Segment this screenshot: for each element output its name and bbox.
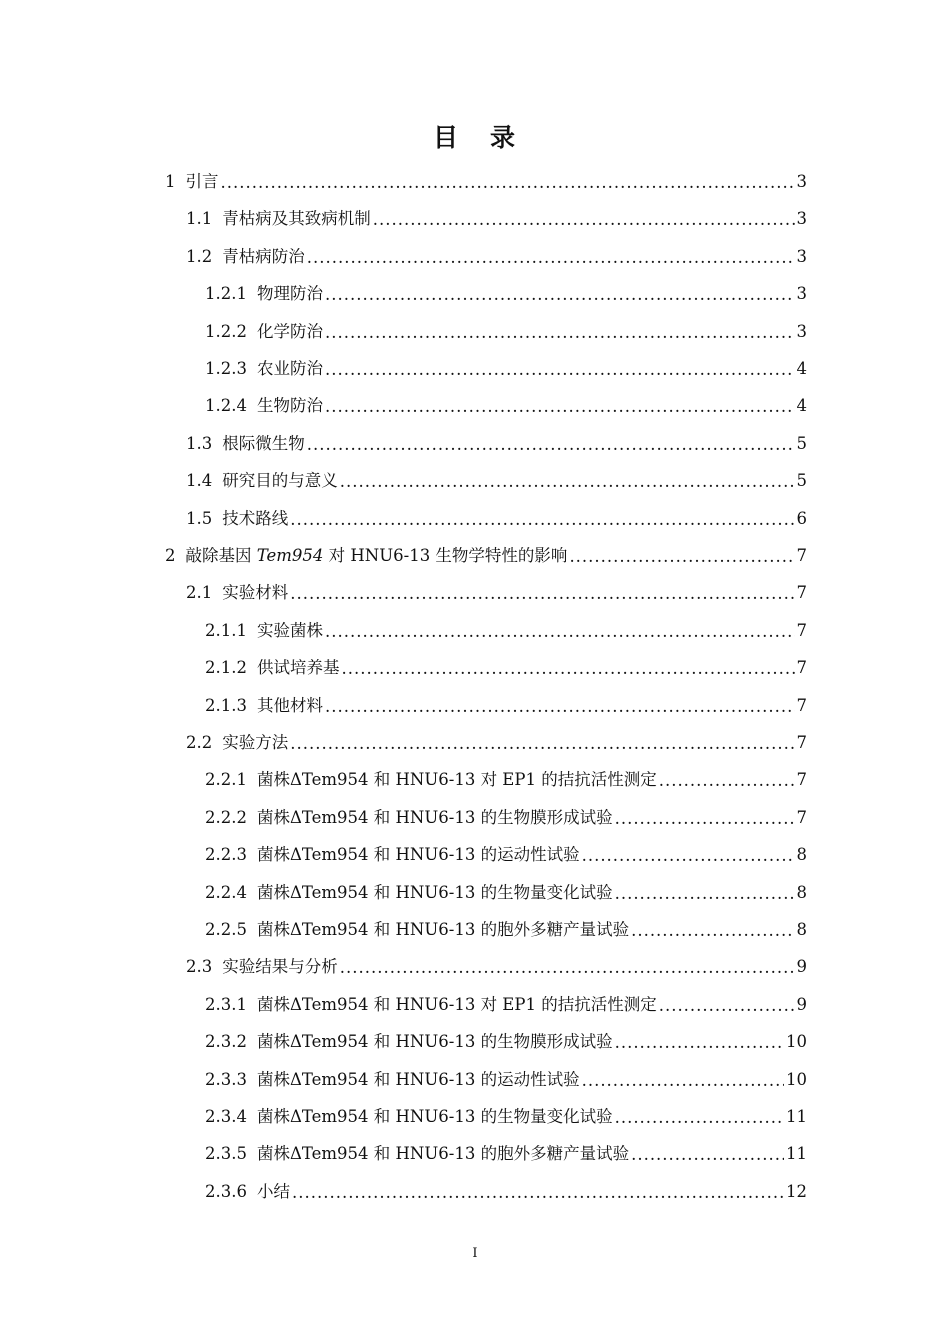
toc-entry[interactable] <box>186 239 807 275</box>
toc-entry-page: 8 <box>796 845 807 865</box>
toc-entry[interactable] <box>205 314 807 350</box>
page-number-footer: I <box>472 1246 478 1261</box>
toc-entry-number: 2.1.2 <box>205 658 247 678</box>
toc-entry-number: 1.2.3 <box>205 359 247 378</box>
toc-dot-leader <box>307 248 795 268</box>
toc-dot-leader <box>659 771 795 791</box>
toc-entry[interactable] <box>205 875 807 911</box>
toc-entry-number: 2.3.6 <box>205 1181 247 1201</box>
toc-dot-leader <box>325 622 795 642</box>
toc-dot-leader <box>292 1183 784 1203</box>
toc-entry-page: 5 <box>796 471 807 491</box>
toc-dot-leader <box>325 285 795 305</box>
toc-entry-page: 7 <box>796 546 807 565</box>
toc-entry[interactable] <box>205 351 807 387</box>
toc-entry[interactable] <box>205 613 807 649</box>
toc-entry-page: 3 <box>796 172 807 191</box>
toc-entry-title: 青枯病及其致病机制 <box>222 209 371 229</box>
toc-dot-leader <box>615 884 795 904</box>
page-title-char-1: 目 <box>432 123 460 152</box>
toc-entry-title: 菌株ΔTem954 和 HNU6-13 的运动性试验 <box>256 1069 580 1089</box>
toc-entry-title: 其他材料 <box>256 695 323 715</box>
toc-dot-leader <box>373 210 795 230</box>
toc-entry[interactable] <box>205 837 807 873</box>
page-title-char-2: 录 <box>490 123 518 152</box>
toc-entry[interactable] <box>205 987 807 1023</box>
toc-dot-leader <box>631 921 794 941</box>
toc-dot-leader <box>290 584 794 604</box>
toc-entry-page: 4 <box>796 396 807 416</box>
toc-entry[interactable] <box>186 501 807 537</box>
toc-entry-title: 农业防治 <box>256 359 323 378</box>
toc-dot-leader <box>325 397 795 417</box>
toc-entry[interactable] <box>186 426 807 462</box>
toc-entry-number: 2.3 <box>186 957 213 977</box>
toc-entry[interactable] <box>186 463 807 499</box>
toc-dot-leader <box>659 996 795 1016</box>
toc-entry-page: 8 <box>796 882 807 902</box>
toc-entry[interactable] <box>165 538 807 574</box>
toc-entry-page: 11 <box>786 1107 807 1126</box>
toc-entry-title: 菌株ΔTem954 和 HNU6-13 的生物量变化试验 <box>256 882 613 902</box>
toc-entry[interactable] <box>186 201 807 237</box>
toc-entry-number: 2.2.2 <box>205 807 247 827</box>
toc-entry-page: 7 <box>796 733 807 752</box>
toc-entry[interactable] <box>205 388 807 424</box>
toc-entry-title-gene: Tem954 <box>256 546 324 565</box>
toc-entry-number: 1.2.1 <box>205 284 247 304</box>
toc-entry[interactable] <box>205 800 807 836</box>
toc-entry[interactable] <box>186 725 807 761</box>
toc-entry[interactable] <box>205 1136 807 1172</box>
page-title <box>0 118 950 158</box>
toc-entry-number: 1.2.2 <box>205 321 247 341</box>
toc-dot-leader <box>340 958 795 978</box>
toc-entry-page: 7 <box>796 695 807 715</box>
toc-entry-number: 2.2 <box>186 733 213 752</box>
toc-entry-title: 菌株ΔTem954 和 HNU6-13 对 EP1 的拮抗活性测定 <box>256 994 657 1014</box>
toc-entry-number: 2.3.5 <box>205 1144 247 1164</box>
toc-dot-leader <box>290 510 794 530</box>
toc-entry-number: 2.2.1 <box>205 770 247 790</box>
toc-entry-page: 12 <box>786 1181 807 1201</box>
toc-entry[interactable] <box>205 1174 807 1210</box>
toc-entry-title: 生物防治 <box>256 396 323 416</box>
toc-entry-number: 2.1 <box>186 583 213 603</box>
toc-entry-title-prefix: 敲除基因 <box>185 546 252 565</box>
toc-dot-leader <box>221 173 795 193</box>
toc-dot-leader <box>290 734 794 754</box>
toc-entry-title: 实验结果与分析 <box>222 957 338 977</box>
toc-entry-title: 菌株ΔTem954 和 HNU6-13 的生物膜形成试验 <box>256 807 613 827</box>
toc-entry-number: 2.2.4 <box>205 882 247 902</box>
toc-dot-leader <box>341 659 794 679</box>
toc-entry-page: 4 <box>796 359 807 378</box>
toc-entry-page: 7 <box>796 770 807 790</box>
toc-dot-leader <box>325 697 795 717</box>
toc-entry-title: 菌株ΔTem954 和 HNU6-13 的生物量变化试验 <box>256 1107 613 1126</box>
toc-entry-page: 8 <box>796 920 807 939</box>
toc-entry-title: 实验方法 <box>222 733 289 752</box>
toc-entry-number: 1.2 <box>186 246 213 266</box>
toc-dot-leader <box>325 323 795 343</box>
toc-entry-page: 7 <box>796 658 807 678</box>
toc-entry-page: 3 <box>796 284 807 304</box>
toc-entry-page: 9 <box>796 957 807 977</box>
toc-entry[interactable] <box>205 912 807 948</box>
toc-dot-leader <box>569 547 794 567</box>
toc-entry-title: 菌株ΔTem954 和 HNU6-13 的运动性试验 <box>256 845 580 865</box>
toc-entry-number: 1.1 <box>186 209 213 229</box>
toc-entry-page: 7 <box>796 620 807 640</box>
toc-entry[interactable] <box>205 1062 807 1098</box>
toc-entry-title: 技术路线 <box>222 508 289 528</box>
toc-entry-title: 菌株ΔTem954 和 HNU6-13 的生物膜形成试验 <box>256 1032 613 1052</box>
toc-entry-title: 青枯病防治 <box>222 246 305 266</box>
toc-entry[interactable] <box>205 276 807 312</box>
toc-entry-title: 引言 <box>185 172 219 191</box>
toc-entry-page: 3 <box>796 321 807 341</box>
toc-entry-page: 9 <box>796 994 807 1014</box>
toc-entry-title: 实验菌株 <box>256 620 323 640</box>
toc-entry-page: 3 <box>796 209 807 229</box>
toc-entry-page: 10 <box>786 1069 807 1089</box>
toc-entry-number: 2.3.2 <box>205 1032 247 1052</box>
toc-entry-number: 2.1.1 <box>205 620 247 640</box>
toc-dot-leader <box>615 809 795 829</box>
toc-entry-number: 1.5 <box>186 508 213 528</box>
toc-dot-leader <box>615 1108 784 1128</box>
toc-entry-number: 1.2.4 <box>205 396 247 416</box>
toc-entry-number: 1 <box>165 172 176 191</box>
toc-dot-leader <box>340 472 795 492</box>
toc-entry[interactable] <box>205 1099 807 1135</box>
toc-entry-title: 研究目的与意义 <box>222 471 338 491</box>
toc-entry-page: 6 <box>796 508 807 528</box>
toc-entry-number: 2.3.3 <box>205 1069 247 1089</box>
toc-entry-number: 2.2.5 <box>205 920 247 939</box>
toc-entry-number: 2.1.3 <box>205 695 247 715</box>
toc-entry-title: 菌株ΔTem954 和 HNU6-13 的胞外多糖产量试验 <box>256 1144 630 1164</box>
toc-entry-title: 菌株ΔTem954 和 HNU6-13 的胞外多糖产量试验 <box>256 920 630 939</box>
toc-entry-title: 菌株ΔTem954 和 HNU6-13 对 EP1 的拮抗活性测定 <box>256 770 657 790</box>
toc-entry-page: 10 <box>786 1032 807 1052</box>
toc-entry-title <box>186 546 568 566</box>
toc-entry-page: 7 <box>796 583 807 603</box>
toc-entry-title: 根际微生物 <box>222 433 305 453</box>
toc-entry-title: 小结 <box>256 1181 290 1201</box>
toc-entry-title-suffix: 对 HNU6-13 生物学特性的影响 <box>328 546 568 565</box>
toc-entry-number: 2.2.3 <box>205 845 247 865</box>
toc-entry-title: 供试培养基 <box>256 658 340 678</box>
toc-entry-page: 5 <box>796 433 807 453</box>
toc-entry-number: 2.3.4 <box>205 1107 247 1126</box>
toc-entry-number: 2.3.1 <box>205 994 247 1014</box>
toc-entry-page: 11 <box>786 1144 807 1164</box>
toc-dot-leader <box>631 1145 784 1165</box>
toc-entry[interactable] <box>205 688 807 724</box>
toc-entry[interactable] <box>205 650 807 686</box>
toc-entry[interactable] <box>186 949 807 985</box>
toc-dot-leader <box>615 1033 784 1053</box>
toc-dot-leader <box>325 360 795 380</box>
toc-dot-leader <box>582 846 795 866</box>
toc-entry[interactable] <box>165 164 807 200</box>
toc-entry-number: 1.4 <box>186 471 213 491</box>
toc-entry-title: 化学防治 <box>256 321 323 341</box>
toc-entry-page: 7 <box>796 807 807 827</box>
toc-entry-number: 2 <box>165 546 176 565</box>
toc-dot-leader <box>582 1071 784 1091</box>
toc-entry[interactable] <box>205 1024 807 1060</box>
toc-entry-page: 3 <box>796 246 807 266</box>
toc-dot-leader <box>307 435 795 455</box>
toc-entry-number: 1.3 <box>186 433 213 453</box>
toc-entry-title: 实验材料 <box>222 583 289 603</box>
toc-entry-title: 物理防治 <box>256 284 323 304</box>
toc-entry[interactable] <box>186 575 807 611</box>
toc-entry[interactable] <box>205 762 807 798</box>
